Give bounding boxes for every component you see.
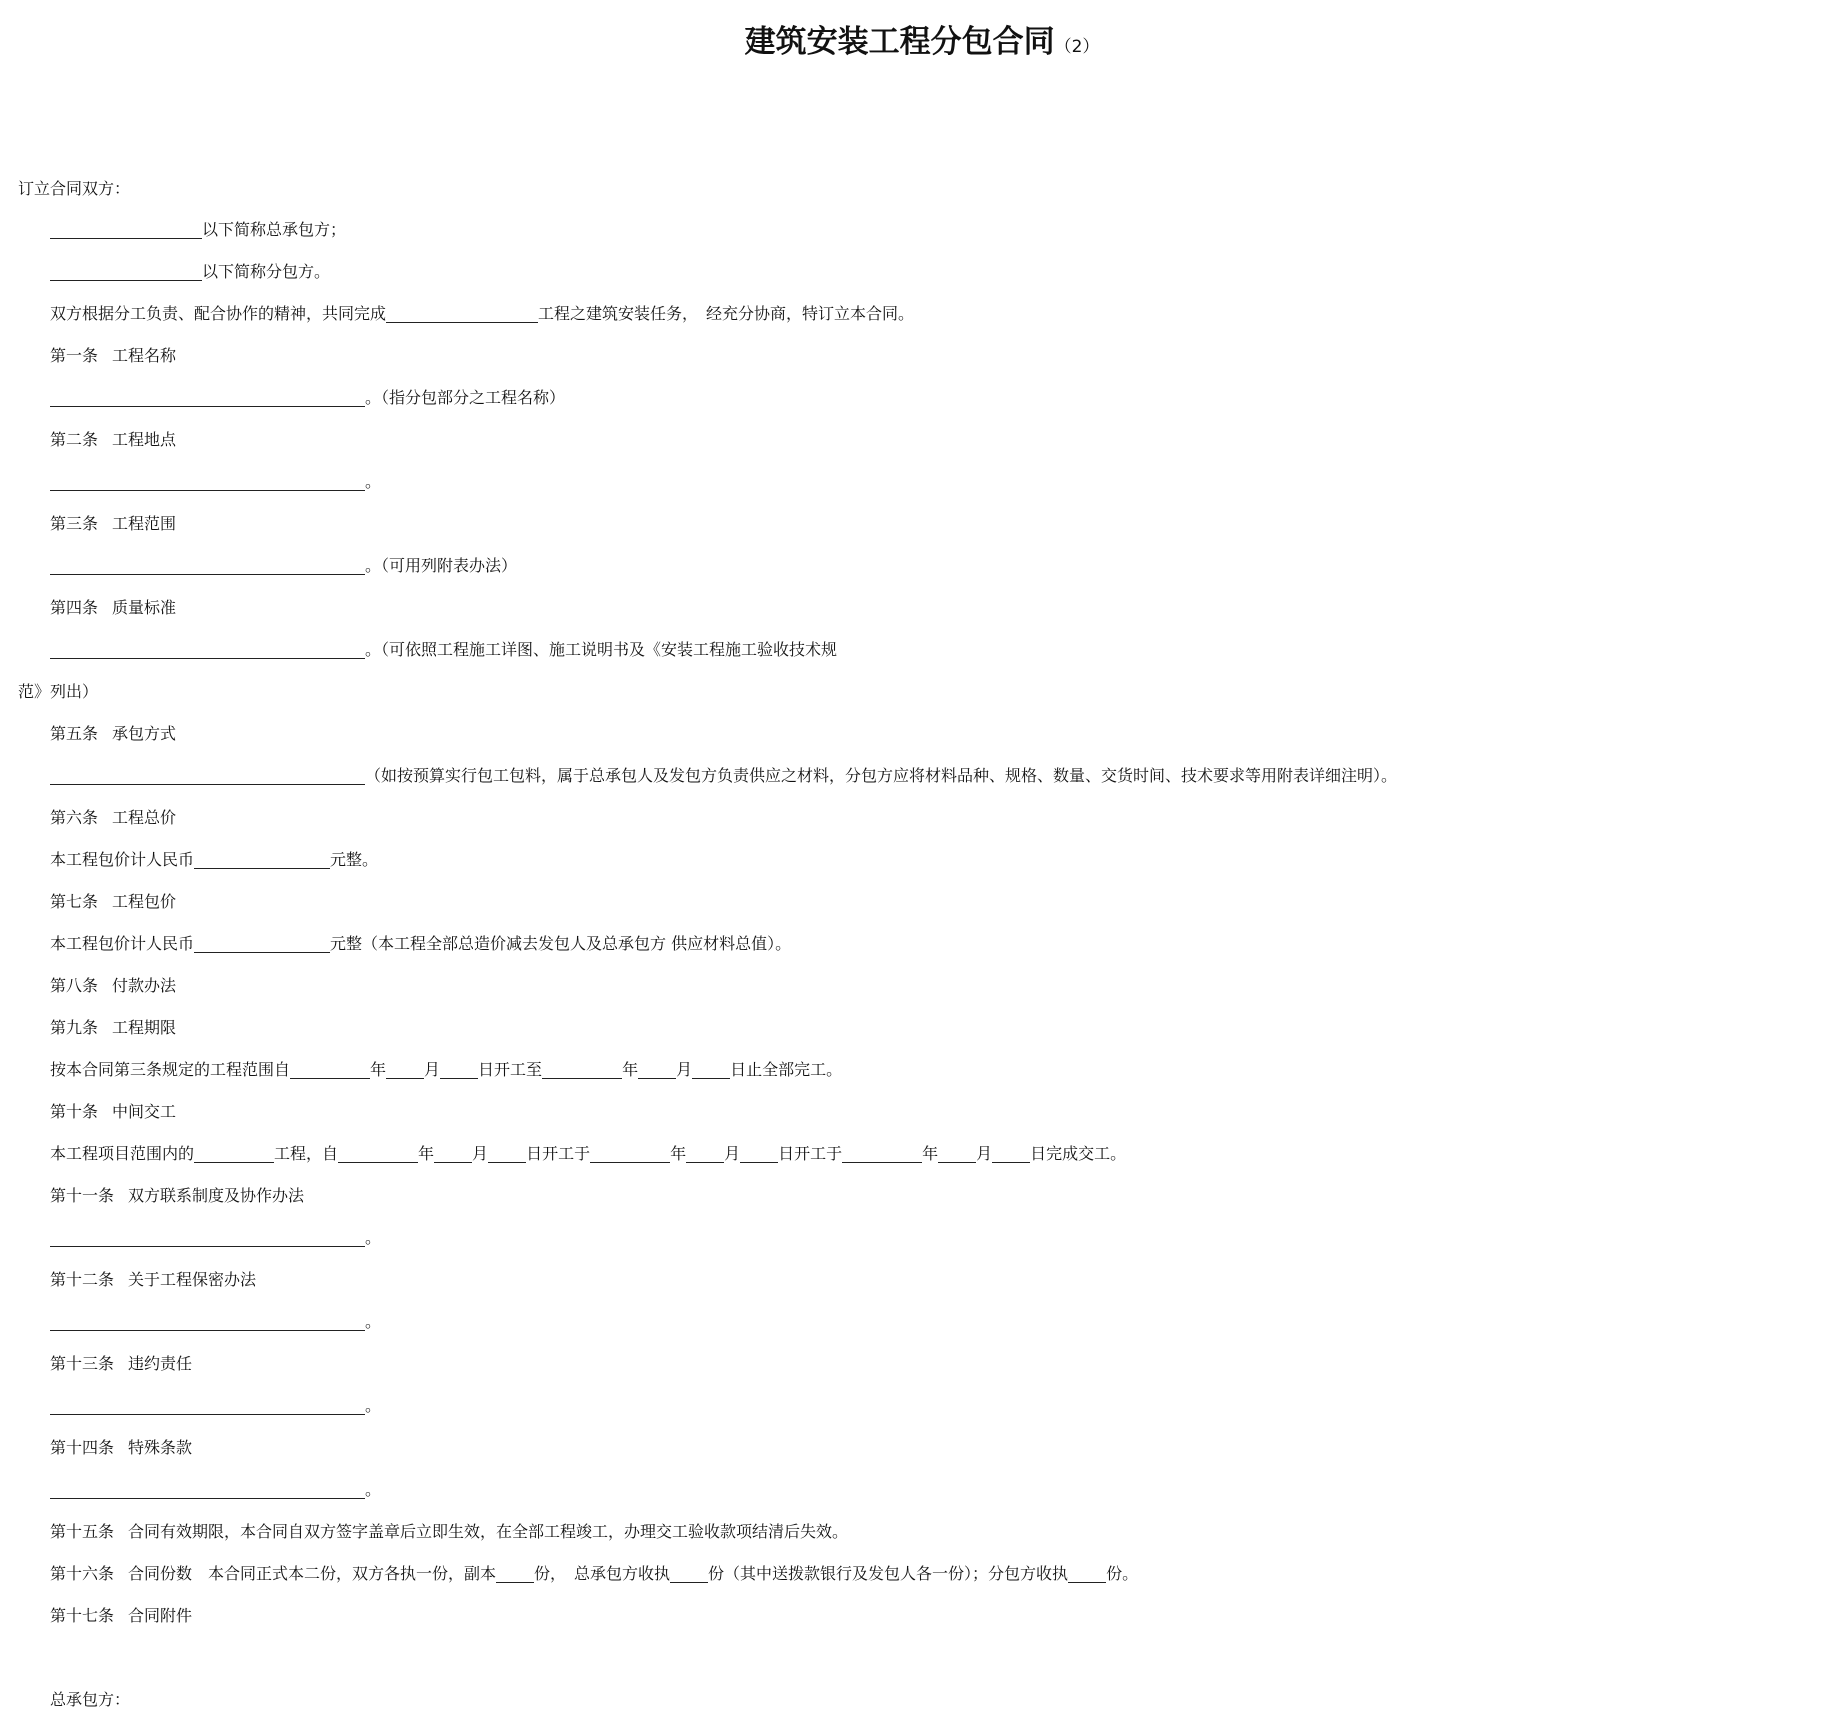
article-12-body: 。 bbox=[50, 1311, 381, 1333]
article-13-heading: 第十三条 违约责任 bbox=[50, 1354, 193, 1373]
interim-month3-blank[interactable] bbox=[938, 1144, 976, 1163]
interim-year2-blank[interactable] bbox=[590, 1144, 670, 1163]
total-price-blank[interactable] bbox=[194, 850, 330, 869]
article-14-blank[interactable] bbox=[50, 1480, 365, 1499]
article-3-blank[interactable] bbox=[50, 556, 365, 575]
article-2-heading: 第二条 工程地点 bbox=[50, 430, 177, 449]
article-12-blank[interactable] bbox=[50, 1312, 365, 1331]
start-month-blank[interactable] bbox=[386, 1060, 424, 1079]
article-5-heading: 第五条 承包方式 bbox=[50, 724, 177, 743]
interim-month2-blank[interactable] bbox=[686, 1144, 724, 1163]
interim-day3-blank[interactable] bbox=[992, 1144, 1030, 1163]
article-14-heading: 第十四条 特殊条款 bbox=[50, 1438, 193, 1457]
interim-month1-blank[interactable] bbox=[434, 1144, 472, 1163]
article-12-heading: 第十二条 关于工程保密办法 bbox=[50, 1270, 257, 1289]
article-1-blank[interactable] bbox=[50, 388, 365, 407]
article-3-body: 。（可用列附表办法） bbox=[50, 555, 517, 577]
article-4-body: 。（可依照工程施工详图、施工说明书及《安装工程施工验收技术规 bbox=[50, 639, 837, 661]
article-7-body: 本工程包价计人民币 元整（本工程全部总造价减去发包人及总承包方 供应材料总值）。 bbox=[50, 934, 792, 953]
article-7-heading: 第七条 工程包价 bbox=[50, 892, 177, 911]
article-11-heading: 第十一条 双方联系制度及协作办法 bbox=[50, 1186, 305, 1205]
article-3-heading: 第三条 工程范围 bbox=[50, 514, 177, 533]
subcontractor-line: 以下简称分包方。 bbox=[50, 261, 330, 283]
parties-intro: 订立合同双方： bbox=[18, 179, 131, 198]
article-16: 第十六条 合同份数 本合同正式本二份，双方各执一份，副本 份， 总承包方收执 份（其中送拨款银行及发包人各一份）；分包方收执 份。 bbox=[50, 1564, 1139, 1583]
article-5-body: （如按预算实行包工包料，属于总承包人及发包方负责供应之材料，分包方应将材料品种、规格、数量、交货时间、技术要求等用附表详细注明）。 bbox=[50, 765, 1397, 787]
article-8-heading: 第八条 付款办法 bbox=[50, 976, 177, 995]
end-year-blank[interactable] bbox=[542, 1060, 622, 1079]
article-5-blank[interactable] bbox=[50, 766, 365, 785]
article-1-body: 。（指分包部分之工程名称） bbox=[50, 387, 565, 409]
contractor-line: 以下简称总承包方； bbox=[50, 219, 346, 241]
article-14-body: 。 bbox=[50, 1479, 381, 1501]
end-month-blank[interactable] bbox=[638, 1060, 676, 1079]
subcontractor-copies-blank[interactable] bbox=[1068, 1564, 1106, 1583]
project-blank[interactable] bbox=[386, 304, 538, 323]
package-price-blank[interactable] bbox=[194, 934, 330, 953]
interim-year1-blank[interactable] bbox=[338, 1144, 418, 1163]
interim-day1-blank[interactable] bbox=[488, 1144, 526, 1163]
title-suffix: （2） bbox=[1054, 37, 1100, 57]
article-11-body: 。 bbox=[50, 1227, 381, 1249]
article-6-body: 本工程包价计人民币 元整。 bbox=[50, 850, 379, 869]
start-year-blank[interactable] bbox=[290, 1060, 370, 1079]
article-9-body: 按本合同第三条规定的工程范围自 年 月 日开工至 年 月 日止全部完工。 bbox=[50, 1060, 843, 1079]
article-13-blank[interactable] bbox=[50, 1396, 365, 1415]
signature-contractor: 总承包方： bbox=[50, 1690, 131, 1709]
article-4-heading: 第四条 质量标准 bbox=[50, 598, 177, 617]
interim-project-blank[interactable] bbox=[194, 1144, 274, 1163]
article-4-continuation: 范》列出） bbox=[18, 682, 99, 701]
purpose-line: 双方根据分工负责、配合协作的精神，共同完成 工程之建筑安装任务， 经充分协商，特订立本合同。 bbox=[50, 304, 915, 323]
article-2-blank[interactable] bbox=[50, 472, 365, 491]
document-title bbox=[0, 16, 1844, 61]
copies-count-blank[interactable] bbox=[496, 1564, 534, 1583]
end-day-blank[interactable] bbox=[692, 1060, 730, 1079]
article-4-blank[interactable] bbox=[50, 640, 365, 659]
article-9-heading: 第九条 工程期限 bbox=[50, 1018, 177, 1037]
article-13-body: 。 bbox=[50, 1395, 381, 1417]
article-17-heading: 第十七条 合同附件 bbox=[50, 1606, 193, 1625]
article-2-body: 。 bbox=[50, 471, 381, 493]
article-11-blank[interactable] bbox=[50, 1228, 365, 1247]
interim-day2-blank[interactable] bbox=[740, 1144, 778, 1163]
start-day-blank[interactable] bbox=[440, 1060, 478, 1079]
article-6-heading: 第六条 工程总价 bbox=[50, 808, 177, 827]
title-main: 建筑安装工程分包合同 bbox=[744, 24, 1055, 60]
article-15: 第十五条 合同有效期限，本合同自双方签字盖章后立即生效，在全部工程竣工，办理交工验收款项结清后失效。 bbox=[50, 1522, 849, 1541]
contractor-name-blank[interactable] bbox=[50, 220, 202, 239]
interim-year3-blank[interactable] bbox=[842, 1144, 922, 1163]
contractor-copies-blank[interactable] bbox=[670, 1564, 708, 1583]
article-10-heading: 第十条 中间交工 bbox=[50, 1102, 177, 1121]
subcontractor-name-blank[interactable] bbox=[50, 262, 202, 281]
article-10-body: 本工程项目范围内的 工程，自 年 月 日开工于 年 月 日开工于 年 月 日完成交工。 bbox=[50, 1144, 1127, 1163]
article-1-heading: 第一条 工程名称 bbox=[50, 346, 177, 365]
